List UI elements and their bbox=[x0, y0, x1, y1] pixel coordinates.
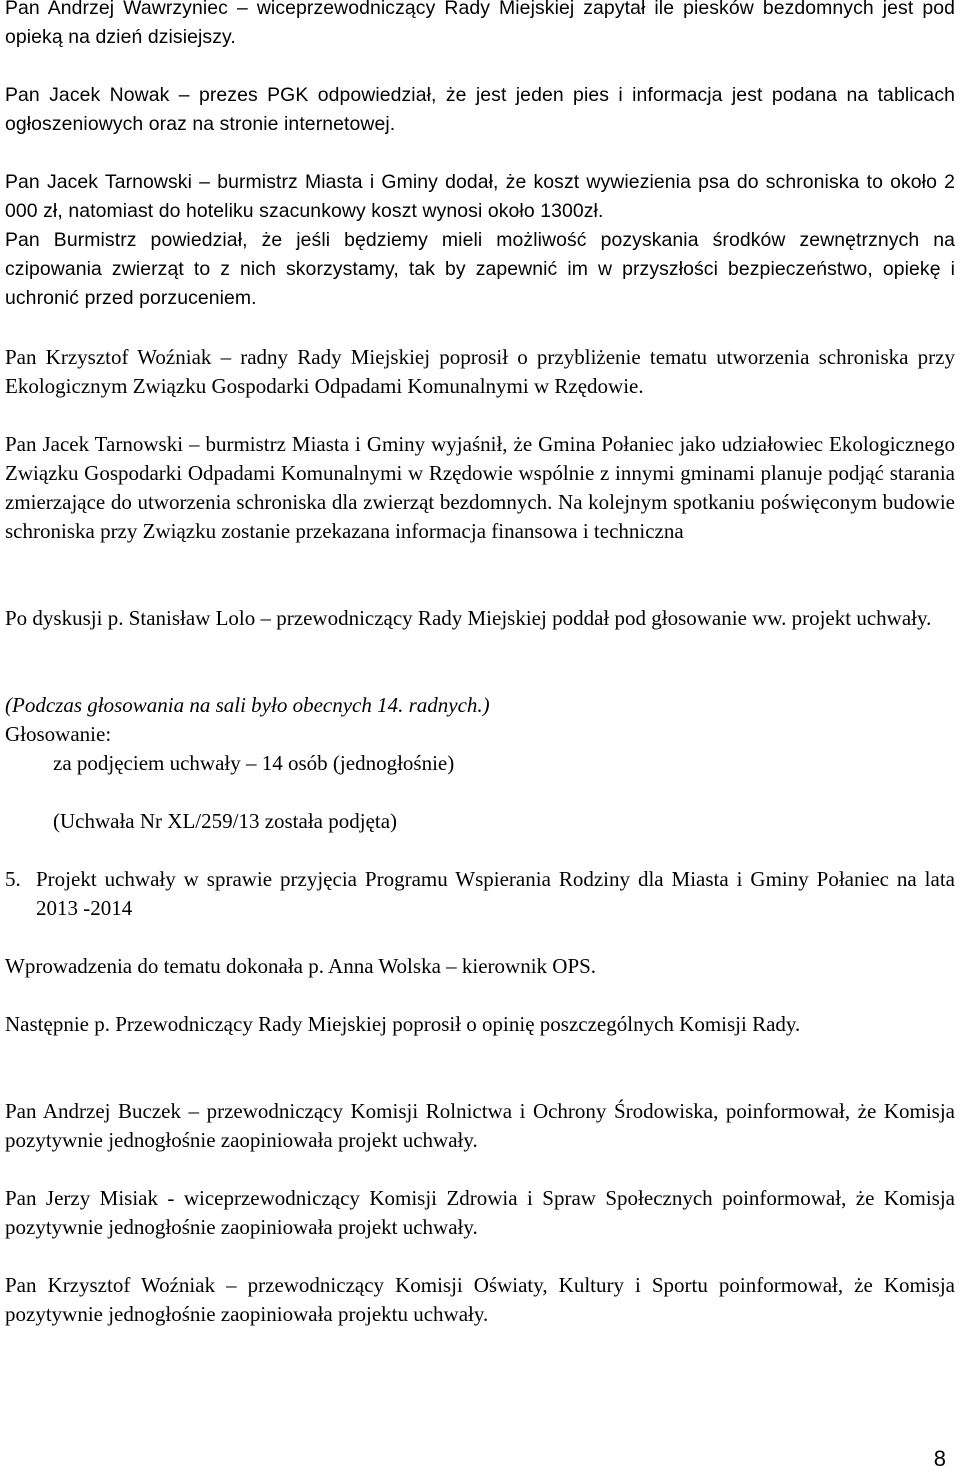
paragraph-attendance-note: (Podczas głosowania na sali było obecnych 14. radnych.) bbox=[5, 693, 490, 717]
paragraph-wozniak-question: Pan Krzysztof Woźniak – radny Rady Miejskiej poprosił o przybliżenie tematu utworzenia schroniska przy Ekologicznym Związku Gospodarki Odpadami Komunalnymi w Rzędowie. bbox=[5, 345, 955, 398]
paragraph-wozniak-opinion: Pan Krzysztof Woźniak – przewodniczący Komisji Oświaty, Kultury i Sportu poinformował, że Komisja pozytywnie jednogłośnie zaopiniowała projektu uchwały. bbox=[5, 1273, 955, 1326]
agenda-item-number: 5. bbox=[5, 867, 21, 891]
agenda-item-5 bbox=[5, 865, 955, 923]
paragraph-introduction: Wprowadzenia do tematu dokonała p. Anna Wolska – kierownik OPS. bbox=[5, 954, 597, 978]
agenda-item-text: Projekt uchwały w sprawie przyjęcia Programu Wspierania Rodziny dla Miasta i Gminy Połaniec na lata 2013 -2014 bbox=[36, 867, 955, 920]
paragraph-wawrzyniec-question: Pan Andrzej Wawrzyniec – wiceprzewodniczący Rady Miejskiej zapytał ile piesków bezdomnych jest pod opieką na dzień dzisiejszy. bbox=[5, 0, 955, 48]
paragraph-buczek-opinion: Pan Andrzej Buczek – przewodniczący Komisji Rolnictwa i Ochrony Środowiska, poinformował, że Komisja pozytywnie jednogłośnie zaopiniowała projekt uchwały. bbox=[5, 1099, 955, 1152]
paragraph-tarnowski-cost: Pan Jacek Tarnowski – burmistrz Miasta i Gminy dodał, że koszt wywiezienia psa do schroniska to około 2 000 zł, natomiast do hoteliku szacunkowy koszt wynosi około 1300zł. bbox=[5, 171, 955, 222]
paragraph-misiak-opinion: Pan Jerzy Misiak - wiceprzewodniczący Komisji Zdrowia i Spraw Społecznych poinformował, że Komisja pozytywnie jednogłośnie zaopiniowała projekt uchwały. bbox=[5, 1186, 955, 1239]
voting-label: Głosowanie: bbox=[5, 722, 112, 746]
page-number: 8 bbox=[933, 1446, 946, 1471]
voting-result: za podjęciem uchwały – 14 osób (jednogłośnie) bbox=[53, 751, 455, 775]
paragraph-committee-opinions: Następnie p. Przewodniczący Rady Miejskiej poprosił o opinię poszczególnych Komisji Rady. bbox=[5, 1012, 801, 1036]
paragraph-nowak-answer: Pan Jacek Nowak – prezes PGK odpowiedział, że jest jeden pies i informacja jest podana na tablicach ogłoszeniowych oraz na stronie internetowej. bbox=[5, 84, 955, 135]
resolution-adopted: (Uchwała Nr XL/259/13 została podjęta) bbox=[53, 809, 398, 833]
paragraph-discussion-vote: Po dyskusji p. Stanisław Lolo – przewodniczący Rady Miejskiej poddał pod głosowanie ww. projekt uchwały. bbox=[5, 606, 932, 630]
paragraph-burmistrz-chipping: Pan Burmistrz powiedział, że jeśli będziemy mieli możliwość pozyskania środków zewnętrznych na czipowania zwierząt to z nich skorzystamy, tak by zapewnić im w przyszłości bezpieczeństwo, opiekę i uchronić przed porzuceniem. bbox=[5, 229, 955, 309]
paragraph-tarnowski-shelter: Pan Jacek Tarnowski – burmistrz Miasta i Gminy wyjaśnił, że Gmina Połaniec jako udziałowiec Ekologicznego Związku Gospodarki Odpadami Komunalnymi w Rzędowie wspólnie z innymi gminami planuje podjąć starania zmierzające do utworzenia schroniska dla zwierząt bezdomnych. Na kolejnym spotkaniu poświęconym budowie schroniska przy Związku zostanie przekazana informacja finansowa i techniczna bbox=[5, 432, 955, 543]
